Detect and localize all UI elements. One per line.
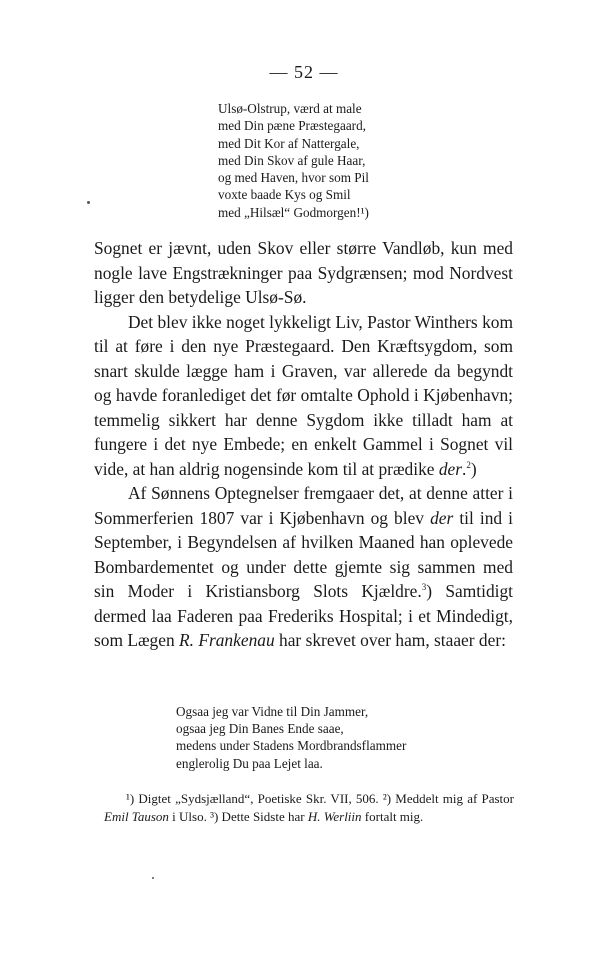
footnote-2-end: i Ulso.	[172, 809, 207, 825]
footnote-3-end: fortalt mig.	[364, 809, 424, 825]
verse-line: med „Hilsæl“ Godmorgen!¹)	[218, 204, 369, 220]
print-speck	[152, 877, 154, 879]
verse-line: englerolig Du paa Lejet laa.	[176, 755, 323, 771]
verse-line: voxte baade Kys og Smil	[218, 187, 351, 203]
verse-line: og med Haven, hvor som Pil	[218, 170, 369, 186]
verse-line: med Dit Kor af Nattergale,	[218, 135, 360, 151]
verse-top	[218, 100, 418, 221]
paragraph-3-part1: Af Sønnens Optegnelser fremgaaer det, at denne atter i Sommerferien 1807 var i Kjøbenhavn og blev	[94, 483, 513, 528]
page-number: — 52 —	[269, 62, 339, 82]
print-speck	[87, 201, 90, 204]
footnote-paren: )	[470, 458, 477, 479]
verse-line: med Din Skov af gule Haar,	[218, 152, 366, 168]
footnotes	[104, 790, 514, 827]
verse-line: ogsaa jeg Din Banes Ende saae,	[176, 721, 344, 737]
footnote-2-name: Emil Tauson	[104, 809, 169, 825]
footnote-ref-3: 3	[421, 582, 427, 593]
footnote-3-name: H. Werliin	[307, 809, 362, 825]
verse-line: Ulsø-Olstrup, værd at male	[218, 101, 362, 116]
verse-line: medens under Stadens Mordbrandsflammer	[176, 738, 407, 754]
footnote-3: ³) Dette Sidste har	[210, 809, 305, 825]
paragraph-2-text: Det blev ikke noget lykkeligt Liv, Pastor Winthers kom til at føre i den nye Præstegaard. Den Kræftsygdom, som snart skulde lægge ham i Graven, var allerede da begyndt og havde foranlediget det før omtalte Ophold i Kjøbenhavn; temmelig sikkert har denne Sygdom ikke tilladt ham at fungere i det nye Embede; en enkelt Gammel i Sognet vil vide, at han aldrig nogensinde kom til at prædike	[94, 311, 513, 479]
footnote-ref-2: 2	[466, 459, 471, 470]
verse-line: Ogsaa jeg var Vidne til Din Jammer,	[176, 704, 369, 719]
italic-frankenau: R. Frankenau	[179, 630, 275, 650]
body-text	[94, 236, 513, 653]
italic-der-2: der	[430, 507, 454, 528]
paragraph-1: Sognet er jævnt, uden Skov eller større Vandløb, kun med nogle lave Engstrækninger paa Sydgrænsen; mod Nordvest ligger den betydelige Ulsø-Sø.	[94, 238, 513, 307]
verse-bottom	[176, 703, 456, 772]
italic-der: der	[438, 458, 463, 479]
paragraph-3-part2: til ind i September, i Begyndelsen af hvilken Maaned han oplevede Bombardementet og under dette gjemte sig sammen med sin Moder i Kristiansborg Slots Kjældre.	[94, 507, 513, 601]
footnote-1: ¹) Digtet „Sydsjælland“, Poetiske Skr. VII, 506.	[126, 791, 379, 806]
paragraph-3-part3: ) Samtidigt dermed laa Faderen paa Frederiks Hospital; i et Mindedigt, som Lægen	[94, 581, 514, 650]
paragraph-2: Det blev ikke noget lykkeligt Liv, Pastor Winthers kom til at føre i den nye Præstegaard. Den Kræftsygdom, som snart skulde lægge ham i Graven, var allerede da begyndt og havde foranlediget det før omtalte Ophold i Kjøbenhavn; temmelig sikkert har denne Sygdom ikke tilladt ham at fungere i det nye Embede; en enkelt Gammel i Sognet vil vide, at han aldrig nogensinde kom til at prædike der.$^2$)	[94, 311, 513, 479]
footnote-2: ²) Meddelt mig af Pastor	[382, 791, 515, 806]
paragraph-3-part4: har skrevet over ham, staaer der:	[279, 630, 506, 650]
paragraph-3	[94, 481, 513, 653]
footnote-block	[104, 790, 514, 827]
verse-line: med Din pæne Præstegaard,	[218, 118, 366, 134]
